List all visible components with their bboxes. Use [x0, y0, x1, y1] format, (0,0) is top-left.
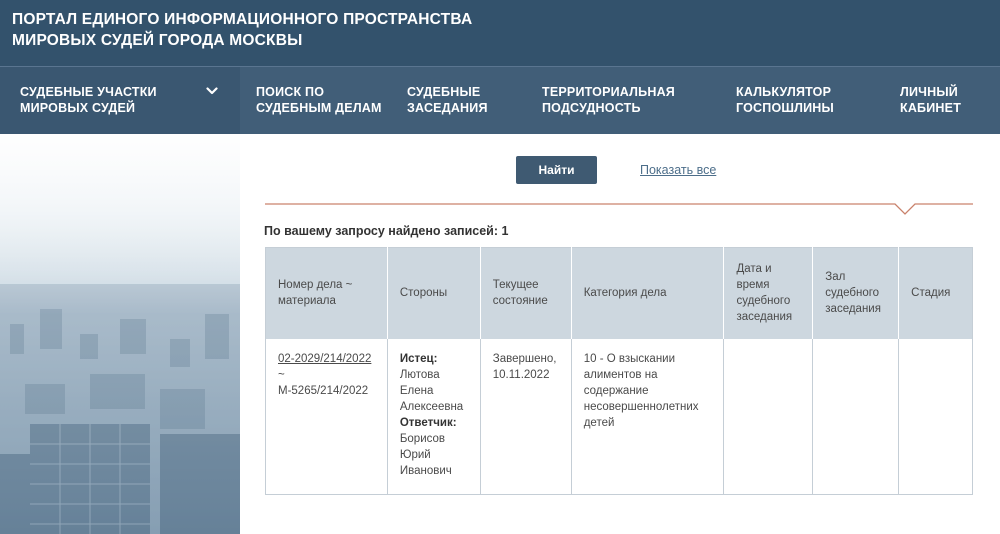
defendant-label: Ответчик:: [399, 416, 457, 429]
nav-dropdown-courts[interactable]: [0, 67, 240, 135]
defendant-name: Борисов Юрий Иванович: [399, 432, 452, 477]
column-header-case-number[interactable]: Номер дела ~ материала: [266, 248, 388, 339]
nav-dropdown-courts-label[interactable]: [20, 84, 157, 116]
cell-hearing-datetime: [724, 339, 813, 495]
portal-title[interactable]: [12, 9, 612, 51]
cases-table: [265, 247, 973, 495]
show-all-link[interactable]: Показать все: [640, 163, 717, 177]
main-nav: [0, 66, 1000, 134]
nav-item-jurisdiction[interactable]: [542, 84, 675, 116]
nav-item-line1: ТЕРРИТОРИАЛЬНАЯ: [542, 85, 675, 99]
nav-item-line2: ГОСПОШЛИНЫ: [736, 101, 834, 115]
result-count: По вашему запросу найдено записей: 1: [264, 224, 509, 238]
city-skyline-illustration: [0, 134, 240, 534]
column-header-hearing-datetime[interactable]: Дата и время судебного заседания: [724, 248, 813, 339]
nav-item-line1: СУДЕБНЫЕ: [407, 85, 481, 99]
column-header-stage[interactable]: Стадия: [899, 248, 973, 339]
column-header-category[interactable]: Категория дела: [571, 248, 724, 339]
cell-stage: [899, 339, 973, 495]
nav-item-line2: СУДЕБНЫМ ДЕЛАМ: [256, 101, 382, 115]
table-header-row: [266, 248, 973, 339]
table-row[interactable]: [266, 339, 973, 495]
cell-hall: [813, 339, 899, 495]
nav-dropdown-line2: МИРОВЫХ СУДЕЙ: [20, 101, 136, 115]
cell-status: Завершено, 10.11.2022: [480, 339, 571, 495]
column-header-status[interactable]: Текущее состояние: [480, 248, 571, 339]
column-header-parties[interactable]: Стороны: [387, 248, 480, 339]
nav-dropdown-line1: СУДЕБНЫЕ УЧАСТКИ: [20, 85, 157, 99]
case-number-separator: ~: [278, 368, 285, 381]
portal-title-line2[interactable]: МИРОВЫХ СУДЕЙ ГОРОДА МОСКВЫ: [12, 32, 303, 49]
cell-parties: [387, 339, 480, 495]
plaintiff-label: Истец:: [399, 352, 438, 365]
nav-item-line2: ПОДСУДНОСТЬ: [542, 101, 641, 115]
plaintiff-name: Лютова Елена Алексеевна: [399, 368, 464, 413]
portal-title-line1[interactable]: ПОРТАЛ ЕДИНОГО ИНФОРМАЦИОННОГО ПРОСТРАНСТВА: [12, 11, 473, 28]
nav-item-line2: КАБИНЕТ: [900, 101, 962, 115]
section-divider: [265, 203, 973, 219]
nav-item-court-sessions[interactable]: [407, 84, 488, 116]
material-number: М-5265/214/2022: [278, 384, 369, 397]
nav-item-line1: ЛИЧНЫЙ: [900, 85, 958, 99]
nav-item-case-search[interactable]: [256, 84, 382, 116]
column-header-hall[interactable]: Зал судебного заседания: [813, 248, 899, 339]
nav-item-line1: КАЛЬКУЛЯТОР: [736, 85, 832, 99]
city-background-image: [0, 134, 240, 534]
nav-item-line1: ПОИСК ПО: [256, 85, 325, 99]
site-header: [0, 0, 1000, 66]
chevron-down-icon[interactable]: [206, 86, 218, 96]
main-content: [240, 134, 1000, 534]
nav-item-personal-account[interactable]: [900, 84, 961, 116]
nav-item-fee-calculator[interactable]: [736, 84, 834, 116]
cell-case-number: [266, 339, 388, 495]
case-number-link[interactable]: 02-2029/214/2022: [278, 352, 372, 365]
cell-category: 10 - О взыскании алиментов на содержание несовершеннолетних детей: [571, 339, 724, 495]
find-button[interactable]: Найти: [516, 156, 597, 184]
nav-item-line2: ЗАСЕДАНИЯ: [407, 101, 488, 115]
